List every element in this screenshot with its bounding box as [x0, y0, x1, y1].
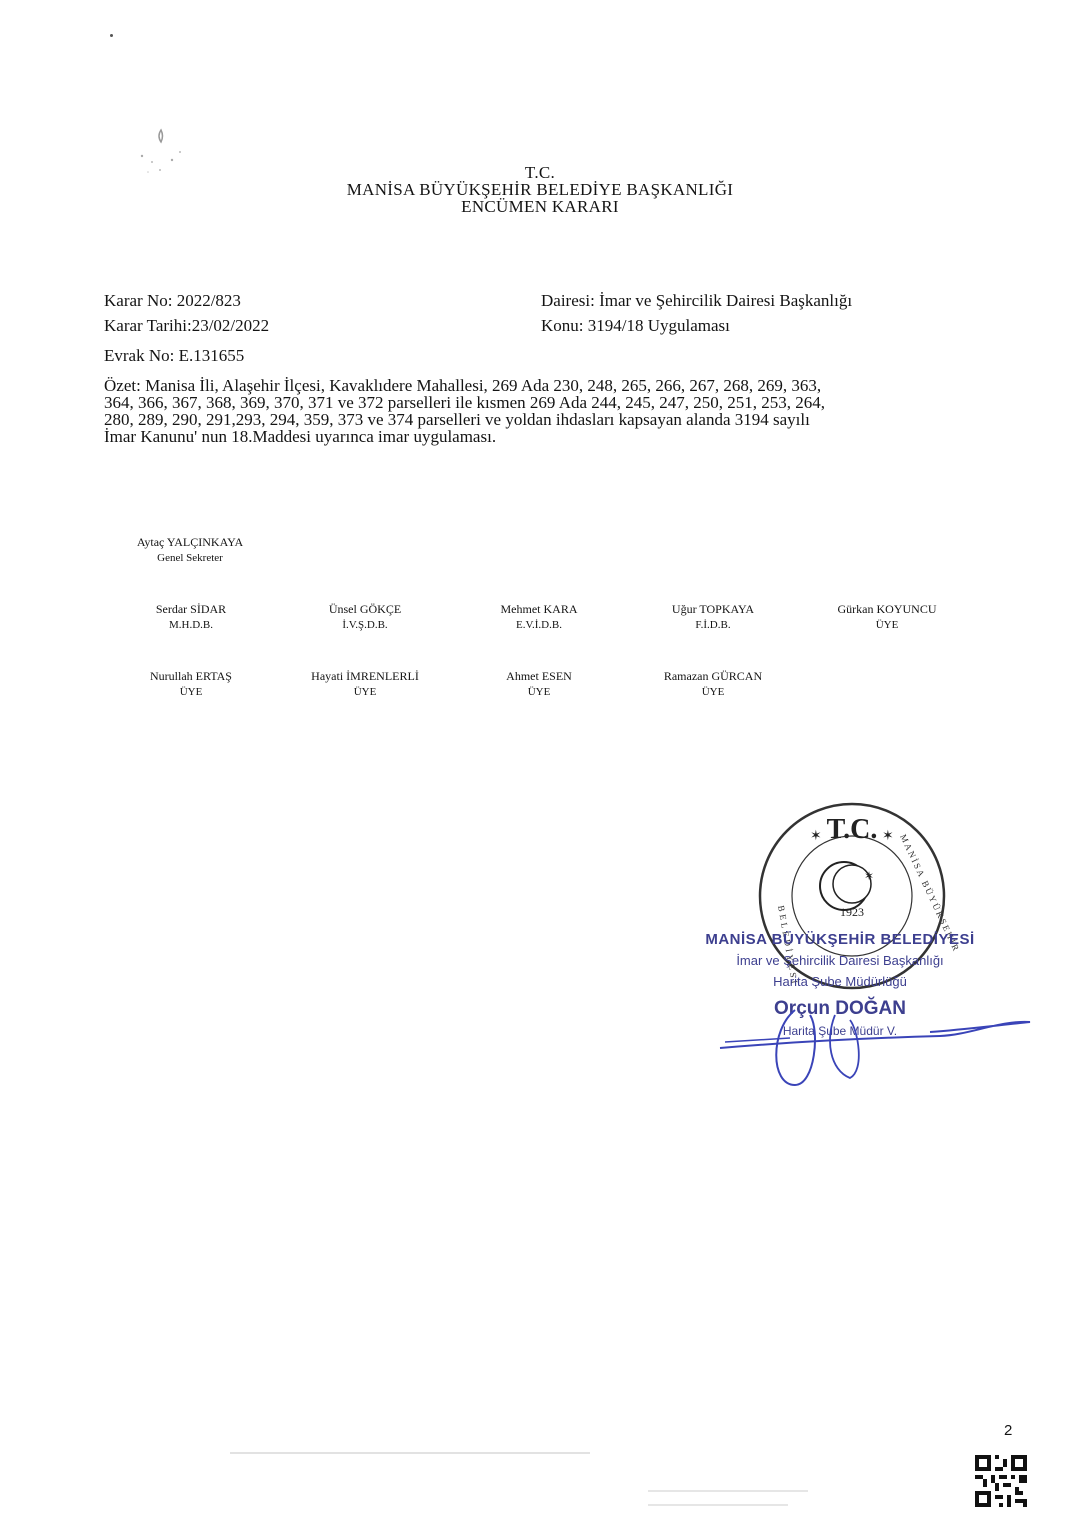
stamp-dept: İmar ve Şehircilik Dairesi Başkanlığı — [736, 953, 944, 968]
dairesi: Dairesi: İmar ve Şehircilik Dairesi Başkanlığı — [541, 291, 853, 310]
header-tc: T.C. — [524, 163, 556, 182]
signatory-role: E.V.İ.D.B. — [516, 619, 562, 631]
stamp-title: Harita Şube Müdür V. — [782, 1024, 898, 1038]
signatory-name: Gürkan KOYUNCU — [837, 602, 937, 616]
svg-text:✶: ✶ — [864, 869, 875, 883]
handwritten-signature — [700, 990, 1040, 1090]
scan-speck — [110, 34, 113, 37]
stamp-unit: Harita Şube Müdürlüğü — [773, 974, 907, 989]
seal-year: 1923 — [840, 905, 864, 919]
signatory-role: ÜYE — [875, 619, 899, 631]
signatory-name: Ahmet ESEN — [506, 669, 572, 683]
summary — [104, 377, 1004, 445]
signatory-name: Hayati İMRENLERLİ — [311, 669, 419, 683]
faint-footer-line — [648, 1490, 808, 1492]
decision-meta-left — [104, 288, 269, 368]
konu: Konu: 3194/18 Uygulaması — [541, 316, 730, 335]
signatory-name: Uğur TOPKAYA — [671, 602, 755, 616]
signatory-block — [111, 601, 271, 633]
signatory-name: Mehmet KARA — [500, 602, 578, 616]
faint-footer-line — [230, 1452, 590, 1454]
signatory-name: Ramazan GÜRCAN — [663, 669, 763, 683]
document-header — [240, 164, 840, 215]
decision-meta-right — [541, 288, 852, 338]
seal-right-text: MANİSA BÜYÜKŞEHİR — [898, 832, 962, 954]
signatory-name: Ünsel GÖKÇE — [328, 602, 402, 616]
signatory-name: Serdar SİDAR — [155, 602, 227, 616]
stamp-org: MANİSA BÜYÜKŞEHİR BELEDİYESİ — [705, 931, 975, 948]
signatory-role: ÜYE — [701, 686, 725, 698]
summary-line: 280, 289, 290, 291,293, 294, 359, 373 ve 374 parselleri ve yoldan ihdasları kapsayan alanda 3194 sayılı — [104, 410, 810, 429]
signatory-block — [459, 601, 619, 633]
signatory-block — [285, 668, 445, 700]
signatory-role: ÜYE — [179, 686, 203, 698]
evrak-no: Evrak No: E.131655 — [104, 346, 245, 365]
signatory-role: ÜYE — [353, 686, 377, 698]
header-institution: MANİSA BÜYÜKŞEHİR BELEDİYE BAŞKANLIĞI — [346, 180, 734, 199]
svg-text:✶: ✶ — [810, 828, 822, 844]
signatory-block — [633, 601, 793, 633]
signatory-block — [633, 668, 793, 700]
page-number: 2 — [1004, 1422, 1013, 1439]
signatory-role: ÜYE — [527, 686, 551, 698]
seal-left-text: BELEDİYESİ — [776, 904, 801, 988]
signatory-block — [111, 668, 271, 700]
signatory-block — [285, 601, 445, 633]
signatory-role: İ.V.Ş.D.B. — [342, 619, 388, 631]
summary-line: Özet: Manisa İli, Alaşehir İlçesi, Kavaklıdere Mahallesi, 269 Ada 230, 248, 265, 266, 267, 268, 269, 363, — [104, 376, 822, 395]
stamp-person: Orçun DOĞAN — [774, 998, 906, 1019]
faint-footer-line — [648, 1504, 788, 1506]
qr-code — [975, 1455, 1027, 1507]
seal-tc: T.C. — [826, 814, 878, 845]
karar-tarihi: Karar Tarihi:23/02/2022 — [104, 316, 270, 335]
summary-label: Özet: — [104, 376, 141, 395]
signatory-name: Aytaç YALÇINKAYA — [136, 535, 244, 549]
signatory-block — [807, 601, 967, 633]
signatory-block — [459, 668, 619, 700]
signatory-name: Nurullah ERTAŞ — [150, 669, 232, 683]
signatory-role: M.H.D.B. — [168, 619, 213, 631]
summary-line: 364, 366, 367, 368, 369, 370, 371 ve 372 parselleri ile kısmen 269 Ada 244, 245, 247, 250, 251, 253, 264, — [104, 393, 826, 412]
karar-no: Karar No: 2022/823 — [104, 291, 241, 310]
faint-emblem-mark — [128, 122, 198, 182]
signatory-role: F.İ.D.B. — [695, 619, 731, 631]
signatory-role: Genel Sekreter — [157, 552, 223, 564]
header-title: ENCÜMEN KARARI — [461, 197, 619, 216]
summary-line: İmar Kanunu' nun 18.Maddesi uyarınca imar uygulaması. — [104, 427, 497, 446]
secretary-signature — [110, 534, 270, 566]
svg-text:✶: ✶ — [882, 828, 894, 844]
